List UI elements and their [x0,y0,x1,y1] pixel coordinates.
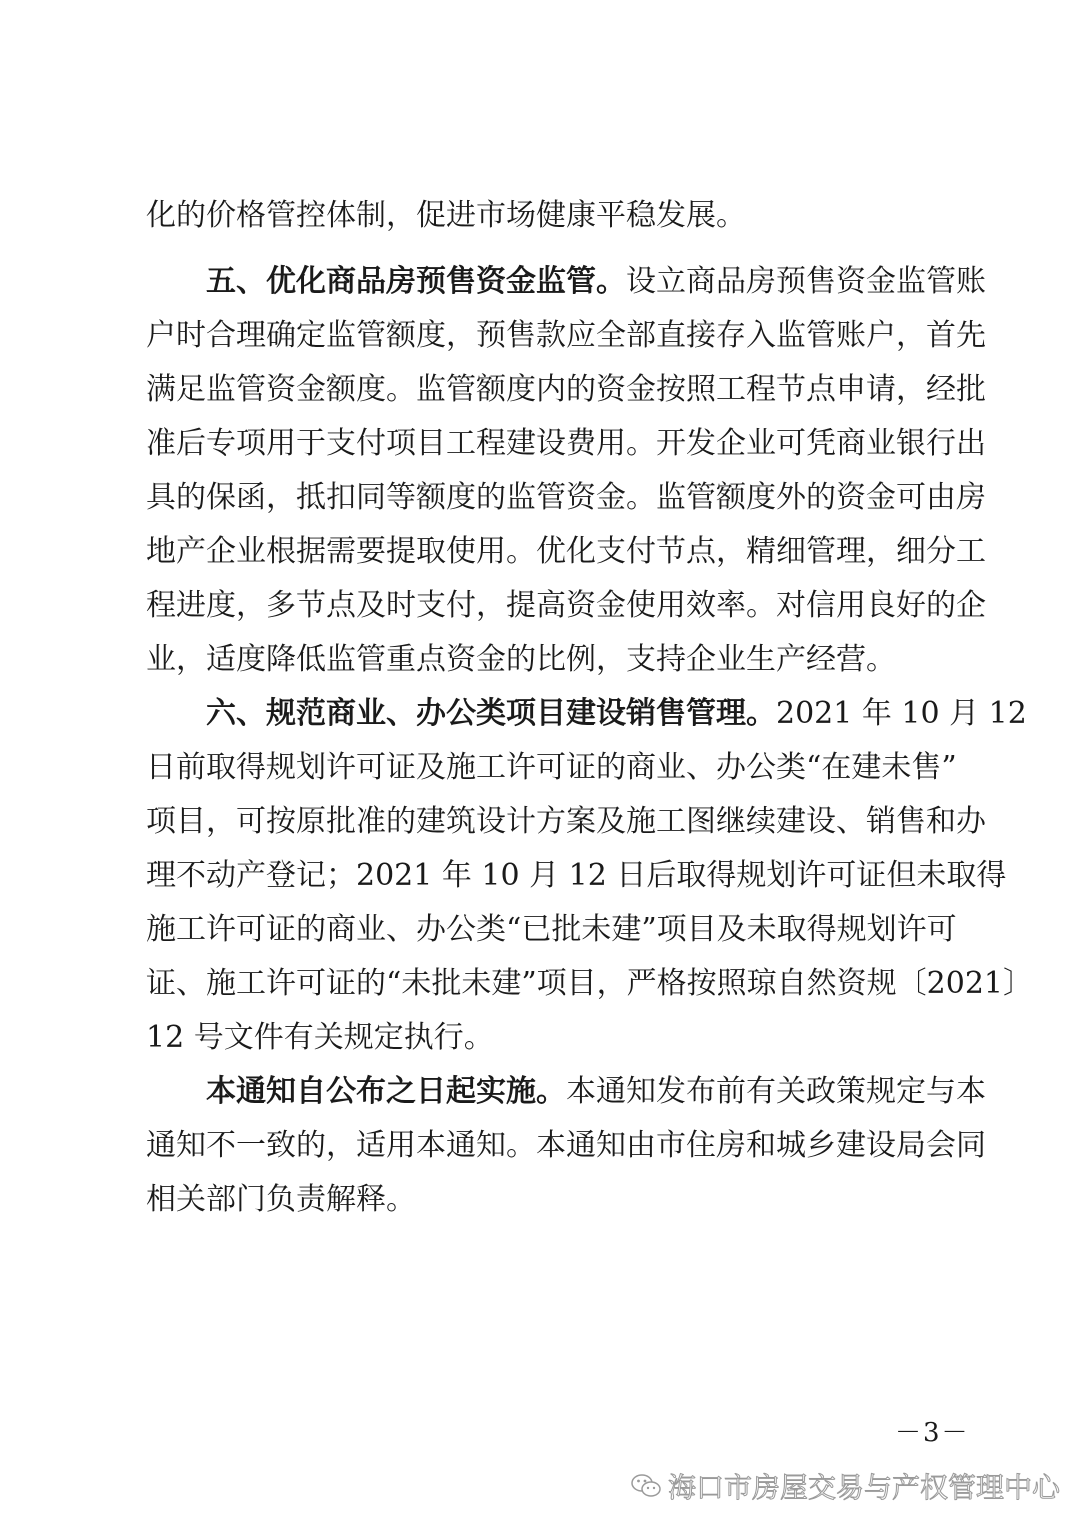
body-line: 相关部门负责解释。 [146,1182,416,1217]
watermark-text: 海口市房屋交易与产权管理中心 [668,1471,1061,1504]
closing-heading-line: 本通知自公布之日起实施。本通知发布前有关政策规定与本 [206,1074,986,1109]
body-line: 理不动产登记；2021 年 10 月 12 日后取得规划许可证但未取得 [146,858,1007,893]
body-line: 满足监管资金额度。监管额度内的资金按照工程节点申请，经批 [146,372,986,407]
watermark [630,1466,1060,1506]
body-line: 通知不一致的，适用本通知。本通知由市住房和城乡建设局会同 [146,1128,986,1163]
body-line: 12 号文件有关规定执行。 [146,1020,494,1055]
body-line: 具的保函，抵扣同等额度的监管资金。监管额度外的资金可由房 [146,480,986,515]
section-five-heading-line: 五、优化商品房预售资金监管。设立商品房预售资金监管账 [206,264,986,299]
page-number: －3－ [895,1418,970,1448]
section-heading: 本通知自公布之日起实施。 [206,1074,566,1109]
body-line: 户时合理确定监管额度，预售款应全部直接存入监管账户，首先 [146,318,986,353]
wechat-icon [630,1472,662,1500]
section-heading: 六、规范商业、办公类项目建设销售管理。 [206,696,776,731]
body-line: 项目，可按原批准的建筑设计方案及施工图继续建设、销售和办 [146,804,986,839]
section-six-heading-line: 六、规范商业、办公类项目建设销售管理。2021 年 10 月 12 [206,696,1027,731]
body-line: 施工许可证的商业、办公类“已批未建”项目及未取得规划许可 [146,912,957,947]
body-line: 准后专项用于支付项目工程建设费用。开发企业可凭商业银行出 [146,426,986,461]
body-line: 日前取得规划许可证及施工许可证的商业、办公类“在建未售” [146,750,957,785]
body-line: 程进度，多节点及时支付，提高资金使用效率。对信用良好的企 [146,588,986,623]
body-line: 化的价格管控体制，促进市场健康平稳发展。 [146,198,746,233]
section-heading: 五、优化商品房预售资金监管。 [206,264,626,299]
body-line: 业，适度降低监管重点资金的比例，支持企业生产经营。 [146,642,896,677]
body-line: 地产企业根据需要提取使用。优化支付节点，精细管理，细分工 [146,534,986,569]
body-line: 证、施工许可证的“未批未建”项目，严格按照琼自然资规〔2021〕 [146,966,1034,1001]
